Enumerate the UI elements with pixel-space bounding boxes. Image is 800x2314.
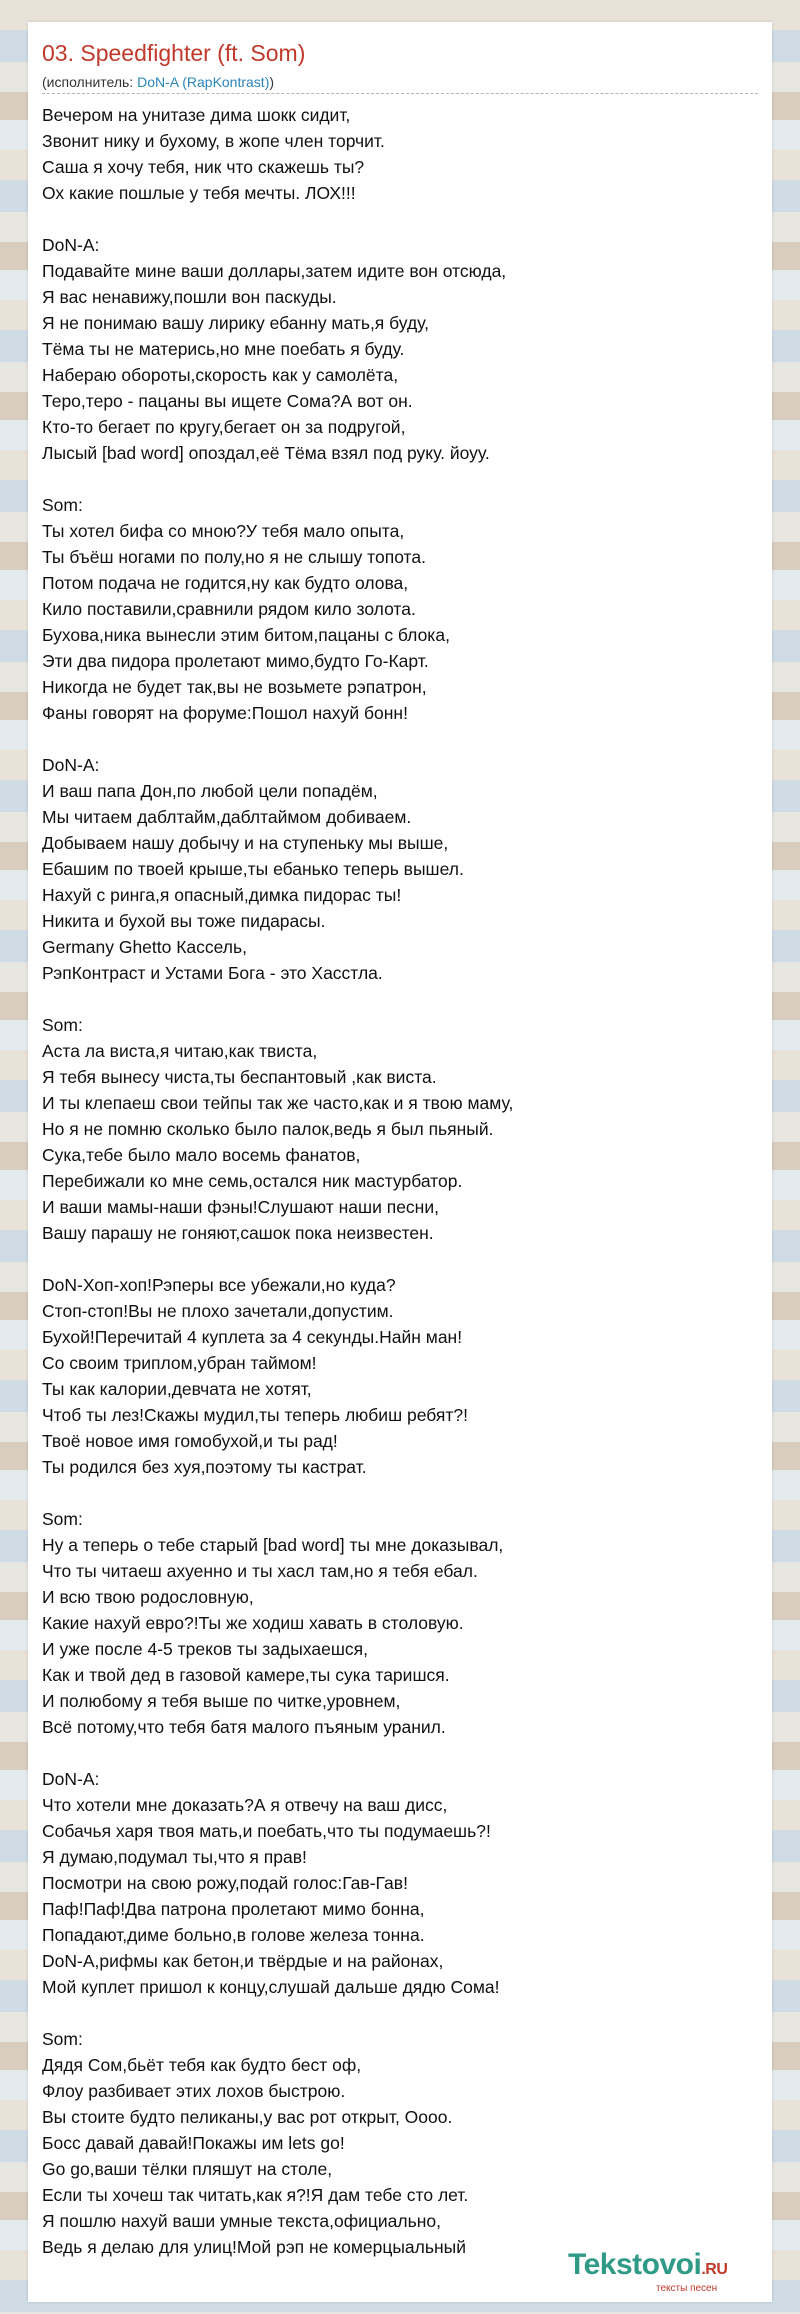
lyric-line: Со своим триплом,убран таймом! bbox=[42, 1353, 317, 1373]
lyric-line: Som: bbox=[42, 1015, 83, 1035]
lyric-line: Перебижали ко мне семь,остался ник мастурбатор. bbox=[42, 1171, 463, 1191]
lyric-line: Собачья харя твоя мать,и поебать,что ты подумаешь?! bbox=[42, 1821, 491, 1841]
lyric-line: DoN-Хоп-хоп!Рэперы все убежали,но куда? bbox=[42, 1275, 396, 1295]
lyric-line: Потом подача не годится,ну как будто олова, bbox=[42, 573, 409, 593]
lyric-blank-line bbox=[42, 1480, 752, 1506]
lyric-line: Паф!Паф!Два патрона пролетают мимо бонна, bbox=[42, 1899, 425, 1919]
lyric-line: Эти два пидора пролетают мимо,будто Го-Карт. bbox=[42, 651, 429, 671]
lyric-line: DoN-A: bbox=[42, 755, 100, 775]
lyric-line: И ваши мамы-наши фэны!Слушают наши песни, bbox=[42, 1197, 439, 1217]
lyric-line: Som: bbox=[42, 1509, 83, 1529]
lyric-line: Я не понимаю вашу лирику ебанну мать,я буду, bbox=[42, 313, 430, 333]
title-divider bbox=[42, 93, 758, 94]
lyric-line: Если ты хочеш так читать,как я?!Я дам тебе сто лет. bbox=[42, 2185, 469, 2205]
lyric-line: Добываем нашу добычу и на ступеньку мы выше, bbox=[42, 833, 449, 853]
lyric-line: И всю твою родословную, bbox=[42, 1587, 254, 1607]
lyric-line: Ты как калории,девчата не хотят, bbox=[42, 1379, 312, 1399]
lyric-line: Бухой!Перечитай 4 куплета за 4 секунды.Найн ман! bbox=[42, 1327, 463, 1347]
lyric-line: Всё потому,что тебя батя малого пъяным уранил. bbox=[42, 1717, 446, 1737]
lyric-line: Стоп-стоп!Вы не плохо зачетали,допустим. bbox=[42, 1301, 394, 1321]
lyric-line: Что ты читаеш ахуенно и ты хасл там,но я тебя ебал. bbox=[42, 1561, 478, 1581]
lyric-line: Мой куплет пришол к концу,слушай дальше дядю Сома! bbox=[42, 1977, 500, 1997]
lyric-line: DoN-A: bbox=[42, 235, 100, 255]
lyric-blank-line bbox=[42, 986, 752, 1012]
lyric-line: Som: bbox=[42, 2029, 83, 2049]
lyric-line: Ведь я делаю для улиц!Мой рэп не комерцыальный bbox=[42, 2237, 467, 2257]
performer-suffix: ) bbox=[269, 74, 275, 90]
lyric-line: Вечером на унитазе дима шокк сидит, bbox=[42, 105, 351, 125]
lyric-line: Теро,теро - пацаны вы ищете Сома?А вот он. bbox=[42, 391, 413, 411]
logo-tagline: тексты песен bbox=[656, 2283, 718, 2294]
lyric-line: DoN-A: bbox=[42, 1769, 100, 1789]
lyric-line: Чтоб ты лез!Скажы мудил,ты теперь любиш ребят?! bbox=[42, 1405, 468, 1425]
logo-name: Tekstovoi bbox=[568, 2248, 702, 2281]
lyric-line: Дядя Сом,бьёт тебя как будто бест оф, bbox=[42, 2055, 362, 2075]
lyric-blank-line bbox=[42, 1246, 752, 1272]
lyric-blank-line bbox=[42, 466, 752, 492]
lyric-line: Аста ла виста,я читаю,как твиста, bbox=[42, 1041, 318, 1061]
lyric-line: Попадают,диме больно,в голове железа тонна. bbox=[42, 1925, 425, 1945]
lyric-line: Ты хотел бифа со мною?У тебя мало опыта, bbox=[42, 521, 405, 541]
lyric-line: И уже после 4-5 треков ты задыхаешся, bbox=[42, 1639, 368, 1659]
lyric-line: Лысый [bad word] опоздал,её Тёма взял под руку. йоуу. bbox=[42, 443, 490, 463]
lyric-line: Тёма ты не матерись,но мне поебать я буду. bbox=[42, 339, 405, 359]
lyric-line: Какие нахуй евро?!Ты же ходиш хавать в столовую. bbox=[42, 1613, 464, 1633]
lyric-line: Саша я хочу тебя, ник что скажешь ты? bbox=[42, 157, 365, 177]
lyric-line: Кило поставили,сравнили рядом кило золота. bbox=[42, 599, 416, 619]
performer-prefix: (исполнитель: bbox=[42, 74, 138, 90]
lyric-line: Ох какие пошлые у тебя мечты. ЛОХ!!! bbox=[42, 183, 356, 203]
lyric-line: Набераю обороты,скорость как у самолёта, bbox=[42, 365, 399, 385]
lyric-line: Germany Ghetto Кассель, bbox=[42, 937, 247, 957]
lyric-line: Фаны говорят на форуме:Пошол нахуй бонн! bbox=[42, 703, 408, 723]
lyric-line: Ебашим по твоей крыше,ты ебанько теперь вышел. bbox=[42, 859, 464, 879]
lyric-line: Как и твой дед в газовой камере,ты сука таришся. bbox=[42, 1665, 450, 1685]
lyric-blank-line bbox=[42, 1740, 752, 1766]
lyric-line: Мы читаем даблтайм,даблтаймом добиваем. bbox=[42, 807, 412, 827]
lyric-blank-line bbox=[42, 726, 752, 752]
lyric-line: Но я не помню сколько было палок,ведь я был пьяный. bbox=[42, 1119, 494, 1139]
lyric-line: Ты родился без хуя,поэтому ты кастрат. bbox=[42, 1457, 367, 1477]
performer-line bbox=[42, 74, 274, 90]
lyric-line: И полюбому я тебя выше по читке,уровнем, bbox=[42, 1691, 401, 1711]
lyrics-card bbox=[28, 22, 772, 2302]
lyric-line: И ты клепаеш свои тейпы так же часто,как и я твою маму, bbox=[42, 1093, 514, 1113]
lyric-line: Кто-то бегает по кругу,бегает он за подругой, bbox=[42, 417, 406, 437]
lyric-line: И ваш папа Дон,по любой цели попадём, bbox=[42, 781, 378, 801]
lyric-line: Посмотри на свою рожу,подай голос:Гав-Гав! bbox=[42, 1873, 408, 1893]
song-title: 03. Speedfighter (ft. Som) bbox=[42, 40, 306, 66]
site-logo[interactable] bbox=[568, 2248, 768, 2298]
lyrics-text bbox=[42, 102, 752, 2260]
lyric-line: DoN-A,рифмы как бетон,и твёрдые и на районах, bbox=[42, 1951, 444, 1971]
lyric-line: Сука,тебе было мало восемь фанатов, bbox=[42, 1145, 361, 1165]
logo-wordmark bbox=[568, 2248, 727, 2282]
lyric-line: РэпКонтраст и Устами Бога - это Хасстла. bbox=[42, 963, 383, 983]
lyric-line: Подавайте мине ваши доллары,затем идите вон отсюда, bbox=[42, 261, 507, 281]
lyric-line: Я думаю,подумал ты,что я прав! bbox=[42, 1847, 307, 1867]
lyric-line: Я вас ненавижу,пошли вон паскуды. bbox=[42, 287, 337, 307]
logo-tld: .RU bbox=[701, 2261, 728, 2278]
lyric-line: Нахуй с ринга,я опасный,димка пидорас ты! bbox=[42, 885, 402, 905]
lyric-line: Звонит нику и бухому, в жопе член торчит. bbox=[42, 131, 385, 151]
lyric-blank-line bbox=[42, 2000, 752, 2026]
lyric-line: Я тебя вынесу чиста,ты беспантовый ,как виста. bbox=[42, 1067, 437, 1087]
lyric-line: Ты бъёш ногами по полу,но я не слышу топота. bbox=[42, 547, 426, 567]
lyric-line: Бухова,ника вынесли этим битом,пацаны с блока, bbox=[42, 625, 450, 645]
performer-link[interactable]: DoN-A (RapKontrast) bbox=[137, 74, 270, 90]
lyric-line: Som: bbox=[42, 495, 83, 515]
lyric-line: Босс давай давай!Покажы им lets go! bbox=[42, 2133, 345, 2153]
lyric-line: Что хотели мне доказать?А я отвечу на ваш дисс, bbox=[42, 1795, 448, 1815]
lyric-line: Флоу разбивает этих лохов быстрою. bbox=[42, 2081, 346, 2101]
lyric-line: Вы стоите будто пеликаны,у вас рот открыт, Оооо. bbox=[42, 2107, 453, 2127]
lyric-line: Go go,ваши тёлки пляшут на столе, bbox=[42, 2159, 333, 2179]
lyric-line: Я пошлю нахуй ваши умные текста,официально, bbox=[42, 2211, 442, 2231]
lyric-line: Вашу парашу не гоняют,сашок пока неизвестен. bbox=[42, 1223, 434, 1243]
lyric-line: Твоё новое имя гомобухой,и ты рад! bbox=[42, 1431, 338, 1451]
lyric-line: Никита и бухой вы тоже пидарасы. bbox=[42, 911, 326, 931]
lyric-blank-line bbox=[42, 206, 752, 232]
lyric-line: Ну а теперь о тебе старый [bad word] ты мне доказывал, bbox=[42, 1535, 504, 1555]
lyric-line: Никогда не будет так,вы не возьмете рэпатрон, bbox=[42, 677, 427, 697]
